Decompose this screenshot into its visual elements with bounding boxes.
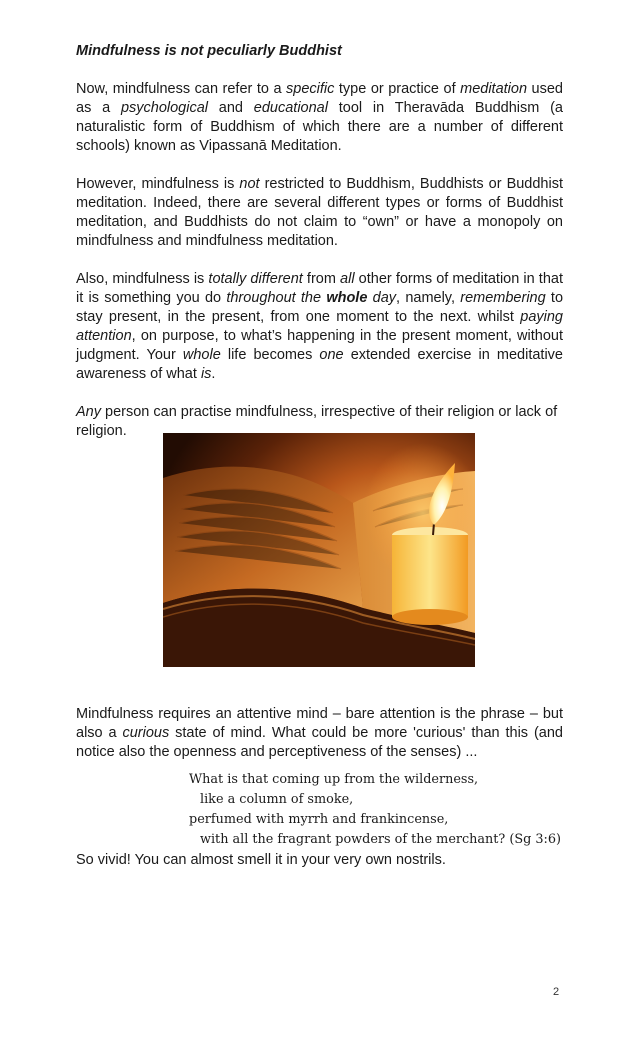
- quote-line: perfumed with myrrh and frankincense,: [189, 812, 449, 827]
- paragraph-closing: So vivid! You can almost smell it in your very own nostrils.: [76, 852, 446, 868]
- paragraph-curious: [76, 705, 563, 762]
- emphasis: educational: [253, 100, 328, 116]
- text-run: However, mindfulness is: [76, 176, 240, 192]
- text-run: and: [208, 100, 254, 116]
- text-run: type or practice of: [334, 81, 461, 97]
- section-heading: Mindfulness is not peculiarly Buddhist: [76, 43, 342, 59]
- text-run: .: [211, 366, 216, 382]
- emphasis: remembering: [460, 290, 546, 306]
- quote-line: like a column of smoke,: [200, 792, 354, 807]
- strong-emphasis: whole: [326, 290, 368, 306]
- emphasis: whole: [182, 347, 221, 363]
- emphasis: is: [200, 366, 212, 382]
- text-run: Mindfulness requires an attentive mind – bare attention is the phrase – but also a: [76, 706, 563, 741]
- emphasis: Any: [76, 404, 101, 420]
- emphasis: paying attention: [76, 309, 563, 344]
- emphasis: totally different: [208, 271, 303, 287]
- emphasis: all: [340, 271, 355, 287]
- paragraph-totally-different: [76, 270, 563, 384]
- emphasis: meditation: [460, 81, 528, 97]
- text-run: restricted to Buddhism, Buddhists or Buddhist meditation. Indeed, there are several different types or forms of Buddhist meditation, and Buddhists do not claim to “own” or have a monopoly on mindfulness and mindfulness meditation.: [76, 176, 563, 249]
- paragraph-vipassana: [76, 80, 563, 156]
- quote-line: with all the fragrant powders of the merchant? (Sg 3:6): [200, 832, 561, 847]
- text-run: Also, mindfulness is: [76, 271, 209, 287]
- text-run: state of mind. What could be more 'curious' than this (and notice also the openness and perceptiveness of the senses) ...: [76, 725, 563, 760]
- candle-body: [392, 535, 468, 617]
- text-run: life becomes: [220, 347, 320, 363]
- emphasis: day: [372, 290, 397, 306]
- closing-section: [76, 851, 563, 889]
- page-content: [76, 42, 563, 460]
- text-run: other forms of meditation in that it is something you do: [76, 271, 563, 306]
- emphasis: psychological: [120, 100, 209, 116]
- emphasis: throughout the: [226, 290, 322, 306]
- emphasis: curious: [122, 725, 170, 741]
- candle-book-photo: [163, 433, 475, 667]
- scripture-quote: [189, 770, 561, 850]
- text-run: , namely,: [396, 290, 461, 306]
- page-number: 2: [553, 986, 560, 998]
- quote-line: What is that coming up from the wilderness,: [189, 772, 479, 787]
- text-run: from: [302, 271, 341, 287]
- emphasis: not: [239, 176, 260, 192]
- paragraph-not-restricted: [76, 175, 563, 251]
- text-run: extended exercise in meditative awareness of what: [76, 347, 563, 382]
- text-run: , on purpose, to what’s happening in the present moment, without judgment. Your: [76, 328, 563, 363]
- text-run: to stay present, in the present, from one moment to the next. whilst: [76, 290, 564, 325]
- text-run: person can practise mindfulness, irrespective of their religion or lack of religion.: [76, 404, 558, 439]
- emphasis: one: [319, 347, 344, 363]
- text-run: tool in Theravāda Buddhism (a naturalistic form of Buddhism of which there are a number of different schools) known as Vipassanā Meditation.: [76, 100, 563, 154]
- emphasis: specific: [286, 81, 335, 97]
- text-run: Now, mindfulness can refer to a: [76, 81, 287, 97]
- text-run: used as a: [76, 81, 563, 116]
